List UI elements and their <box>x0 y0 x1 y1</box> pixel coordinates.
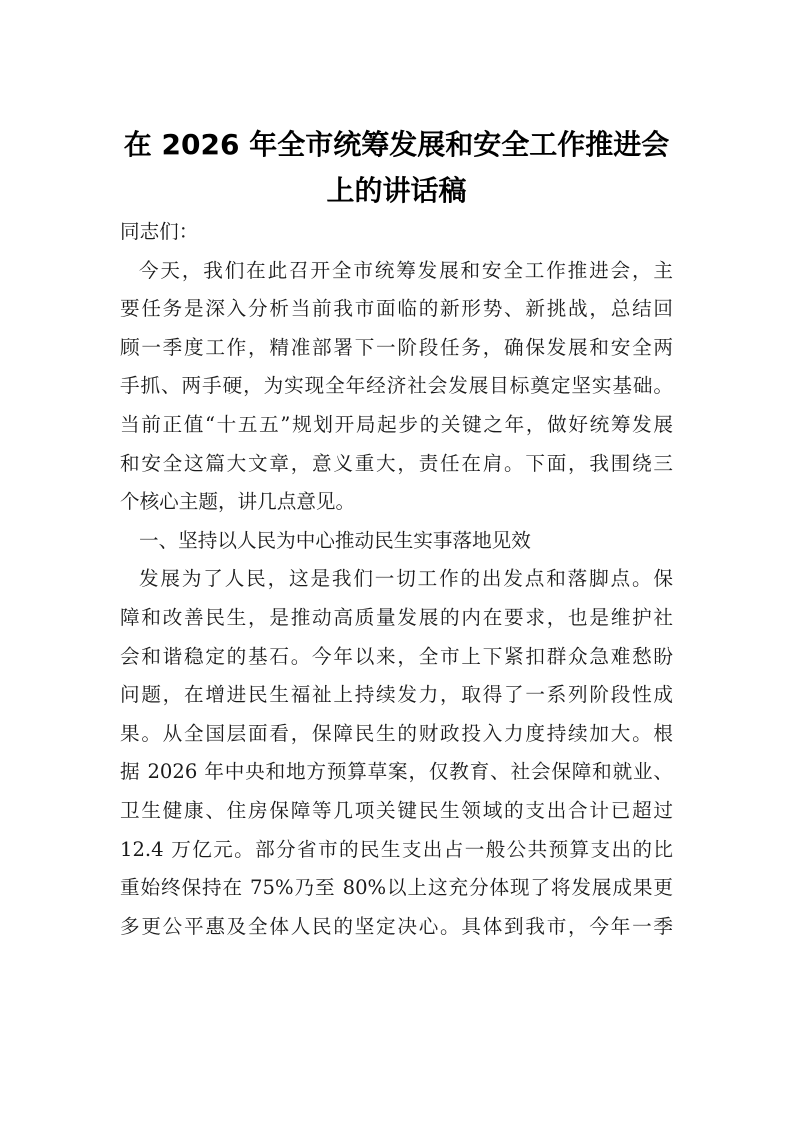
paragraph-line: 和安全这篇大文章，意义重大，责任在肩。下面，我围绕三 <box>120 451 673 475</box>
paragraph-line: 会和谐稳定的基石。今年以来，全市上下紧扣群众急难愁盼 <box>120 644 673 668</box>
paragraph-line: 要任务是深入分析当前我市面临的新形势、新挑战，总结回 <box>120 297 673 321</box>
paragraph-line: 卫生健康、住房保障等几项关键民生领域的支出合计已超过 <box>120 798 673 822</box>
paragraph-line: 障和改善民生，是推动高质量发展的内在要求，也是维护社 <box>120 605 673 629</box>
paragraph-line: 手抓、两手硬，为实现全年经济社会发展目标奠定坚实基础。 <box>120 374 673 398</box>
title-line-2: 上的讲话稿 <box>326 174 467 207</box>
paragraph-opening <box>120 252 673 522</box>
paragraph-line: 果。从全国层面看，保障民生的财政投入力度持续加大。根 <box>120 721 673 745</box>
paragraph-line: 重始终保持在 75%乃至 80%以上这充分体现了将发展成果更 <box>120 876 673 900</box>
section-heading: 一、坚持以人民为中心推动民生实事落地见效 <box>139 528 531 552</box>
paragraph-line: 个核心主题，讲几点意见。 <box>120 490 356 514</box>
paragraph-line: 顾一季度工作，精准部署下一阶段任务，确保发展和安全两 <box>120 335 673 359</box>
paragraph-line: 12.4 万亿元。部分省市的民生支出占一般公共预算支出的比 <box>120 837 673 861</box>
title-line-1: 在 2026 年全市统筹发展和安全工作推进会 <box>123 128 670 161</box>
paragraph-line: 今天，我们在此召开全市统筹发展和安全工作推进会，主 <box>139 258 673 282</box>
document-title <box>110 122 683 214</box>
paragraph-line: 发展为了人民，这是我们一切工作的出发点和落脚点。保 <box>139 567 673 591</box>
document-body <box>120 213 673 946</box>
paragraph-line: 据 2026 年中央和地方预算草案，仅教育、社会保障和就业、 <box>120 760 673 784</box>
paragraph-livelihood <box>120 560 673 946</box>
paragraph-line: 问题，在增进民生福祉上持续发力，取得了一系列阶段性成 <box>120 683 673 707</box>
paragraph-line: 当前正值“十五五”规划开局起步的关键之年，做好统筹发展 <box>120 412 673 436</box>
paragraph-line: 多更公平惠及全体人民的坚定决心。具体到我市，今年一季 <box>120 914 673 938</box>
salutation: 同志们： <box>120 220 199 243</box>
